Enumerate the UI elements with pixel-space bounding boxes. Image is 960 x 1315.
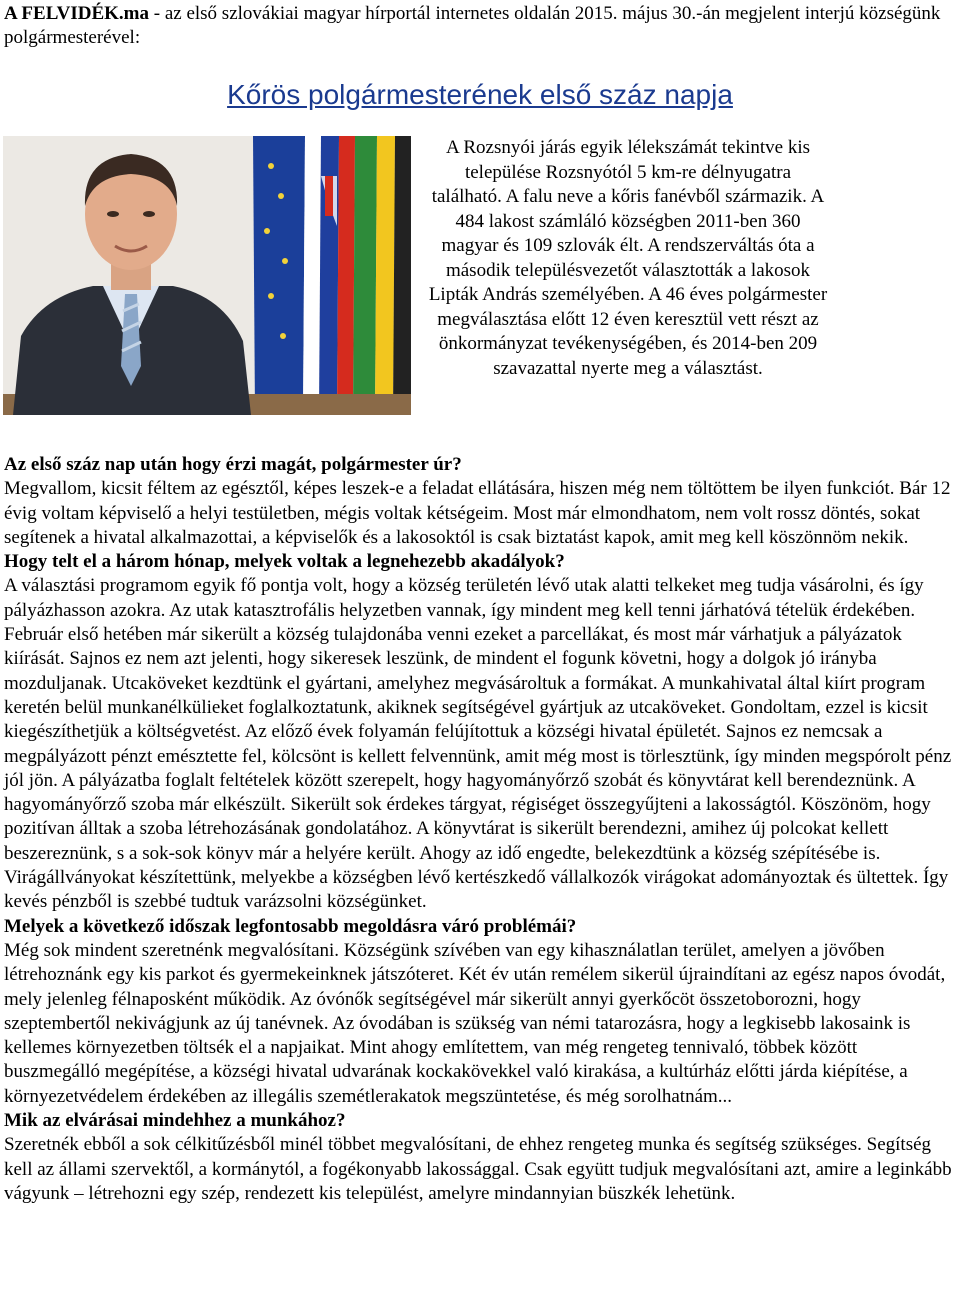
mayor-photo — [3, 136, 411, 415]
answer-2: A választási programom egyik fő pontja volt, hogy a község területén lévő utak alatti telkeket meg tudja vásárolni, és így pályázhasson azokra. Az utak katasztrofális helyzetben vannak, így mindent meg kell tenni járhatóvá tételük érdekében. Február első hetében már sikerült a község tulajdonába venni ezeket a parcellákat, és most már várhatjuk a pályázatok kiírását. Sajnos ez nem azt jelenti, hogy sikeresek leszünk, de mindent el fogunk követni, hogy a dolgok jó irányba mozduljanak. Utcaköveket kezdtünk el gyártani, amelyhez megvásároltuk a formákat. A munkahivatal által kiírt program keretén belül munkanélkülieket foglalkoztatunk, akiknek segítségével gyártjuk az utcaköveket. Gondoltam, ezzel is kicsit kiegészíthetjük a költségvetést. Az előző évek folyamán felújítottuk a községi hivatal épületét. Sajnos ez nemcsak a megpályázott pénzt emésztette fel, kölcsönt is kellett felvennünk, amit még most is törlesztünk, így minden megspórolt pénz jól jön. A pályázatba foglalt feltételek között szerepelt, hogy hagyományőrző szobát és könyvtárat kell berendeznünk. A hagyományőrző szoba már elkészült. Sikerült sok érdekes tárgyat, régiséget összegyűjteni a lakosságtól. Köszönöm, hogy pozitívan álltak a szoba létrehozásának gondolatához. A könyvtárat is sikerült berendezni, amihez új polcokat kellett beszereznünk, s a sok-sok könyv már a helyére került. Ahogy az idő engedte, belekezdtünk a község szépítésébe is. Virágállványokat készítettünk, melyekbe a községben lévő kertészkedő vállalkozók virágokat adományoztak és ültettek. Így kevés pénzből is szebbé tudtuk varázsolni községünket. — [4, 575, 952, 913]
question-2: Hogy telt el a három hónap, melyek voltak a legnehezebb akadályok? — [4, 551, 565, 573]
village-summary: A Rozsnyói járás egyik lélekszámát tekintve kis települése Rozsnyótól 5 km-re délnyugatra található. A falu neve a kőris fanévből származik. A 484 lakost számláló községben 2011-ben 360 magyar és 109 szlovák élt. A rendszerváltás óta a második településvezetőt választották a lakosok Lipták András személyében. A 46 éves polgármester megválasztása előtt 12 éven keresztül vett részt az önkormányzat tevékenységében, és 2014-ben 209 szavazattal nyerte meg a választást. — [428, 137, 828, 379]
intro-text: - az első szlovákiai magyar hírportál internetes oldalán 2015. május 30.-án megjelent interjú községünk polgármesterével: — [4, 3, 941, 48]
answer-4: Szeretnék ebből a sok célkitűzésből minél többet megvalósítani, de ehhez rengeteg munka és segítség szükséges. Segítség kell az állami szervektől, a kormánytól, a fogékonyabb lakossággal. Csak együtt tudjuk megvalósítani azt, amire a leginkább vágyunk – létrehozni egy szép, rendezett kis települést, amelyre mindannyian büszkék lehetünk. — [4, 1134, 952, 1204]
question-1: Az első száz nap után hogy érzi magát, polgármester úr? — [4, 454, 462, 475]
question-4: Mik az elvárásai mindehhez a munkához? — [4, 1110, 346, 1132]
article-title[interactable]: Kőrös polgármesterének első száz napja — [227, 79, 733, 110]
source-name: A FELVIDÉK.ma — [4, 3, 149, 24]
mayor-portrait-icon — [3, 136, 411, 415]
intro-paragraph — [4, 2, 954, 50]
answer-3: Még sok mindent szeretnénk megvalósítani. Községünk szívében van egy kihasználatlan terület, amelyen a jövőben létrehoznánk egy kis parkot és gyermekeinknek játszóteret. Két év után remélem sikerül újraindítani az egész napos óvodát, mely jelenleg félnaposként működik. Az óvónők segítségével már sikerült annyi gyerkőcöt összetoborozni, hogy szeptembertől nekivágjunk az új tanévnek. Az óvodában is szükség van némi tatarozásra, hogy a legkisebb lakosaink is kellemes környezetben töltsék el a napjaikat. Mint ahogy említettem, van még rengeteg tennivaló, többek között buszmegálló megépítése, a községi hivatal udvarának kockakövekkel való kirakása, a kultúrház előtti járda kiépítése, a környezetvédelem érdekében az illegális szemétlerakatok megszüntetése, és még sorolhatnám... — [4, 939, 946, 1107]
answer-1: Megvallom, kicsit féltem az egésztől, képes leszek-e a feladat ellátására, hiszen még nem töltöttem be ilyen funkciót. Bár 12 évig voltam képviselő a helyi testületben, mégis voltak kétségeim. Most már elmondhatom, nem volt rossz döntés, sokat segítenek a hivatal alkalmazottai, a képviselők és a lakosoktól is csak biztatást kapok, amit meg kell köszönnöm nekik. — [4, 478, 951, 548]
interview-body — [4, 453, 956, 1206]
question-3: Melyek a következő időszak legfontosabb megoldásra váró problémái? — [4, 915, 577, 937]
